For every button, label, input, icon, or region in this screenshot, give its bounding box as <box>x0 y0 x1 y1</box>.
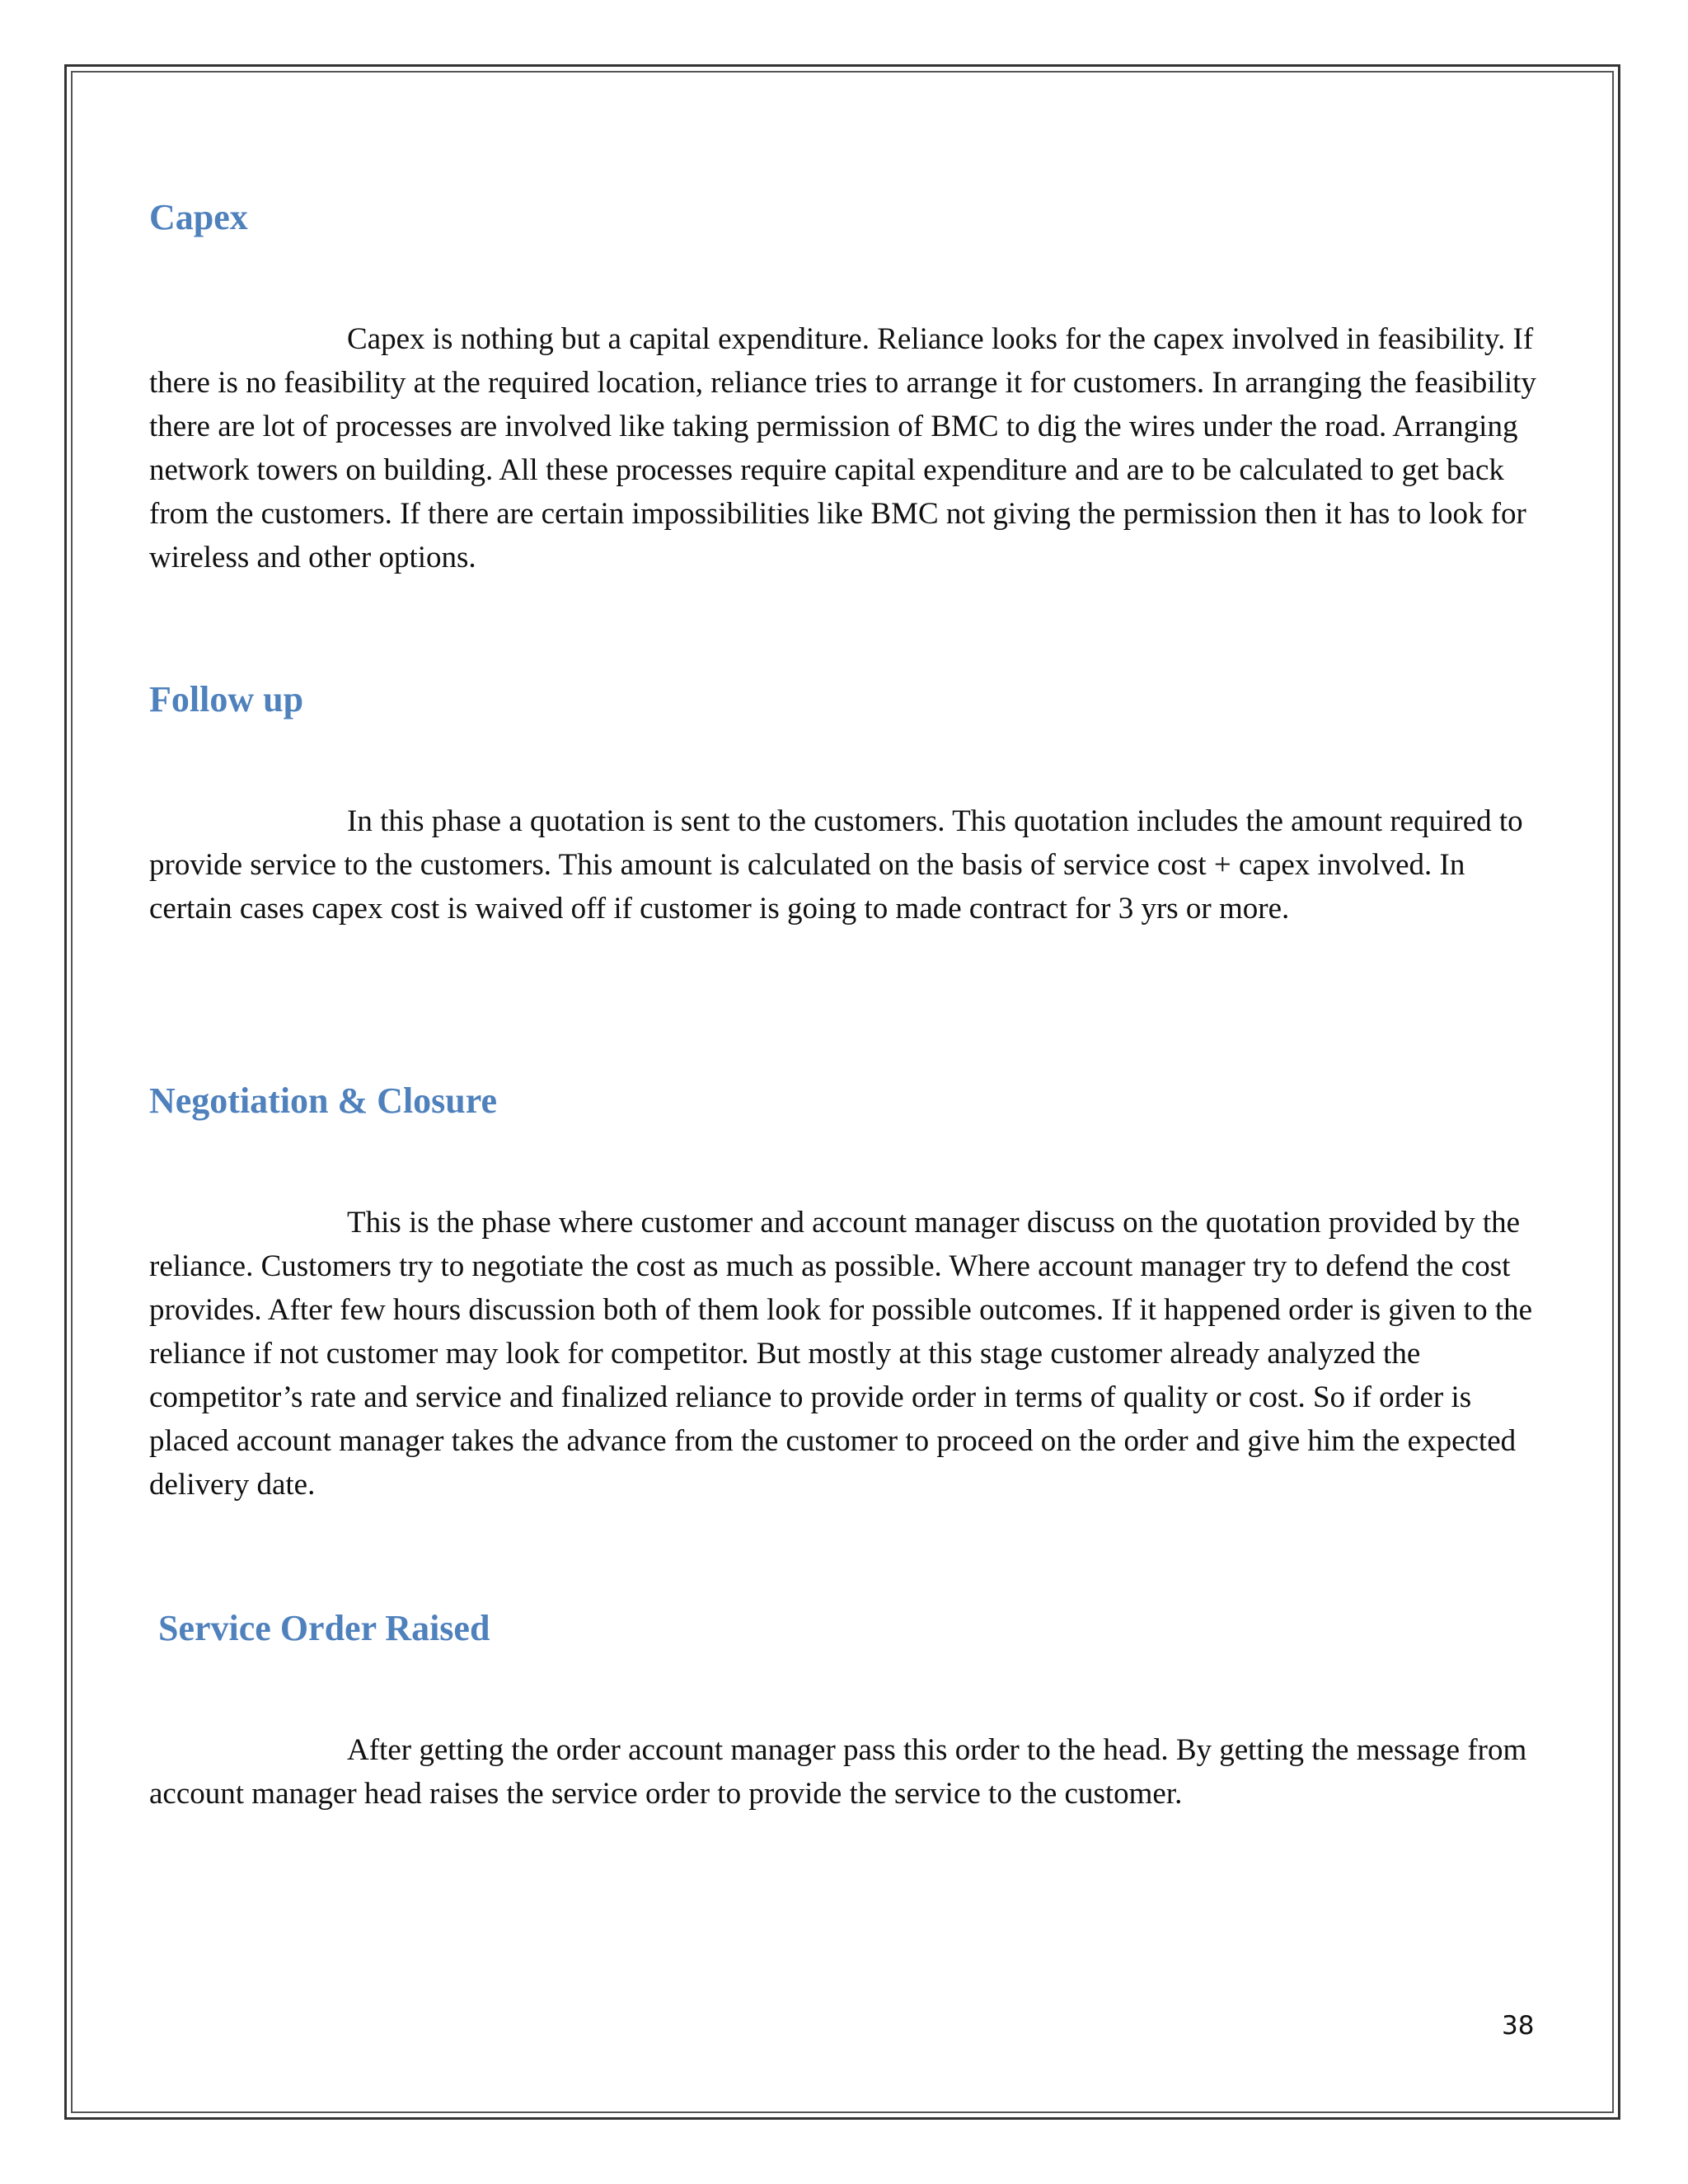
paragraph-capex: Capex is nothing but a capital expenditure. Reliance looks for the capex involved in feasibility. If there is no feasibility at the required location, reliance tries to arrange it for customers. In arranging the feasibility there are lot of processes are involved like taking permission of BMC to dig the wires under the road. Arranging network towers on building. All these processes require capital expenditure and are to be calculated to get back from the customers. If there are certain impossibilities like BMC not giving the permission then it has to look for wireless and other options. <box>149 322 1536 574</box>
heading-negotiation-closure: Negotiation & Closure <box>149 1080 498 1121</box>
page-number: 38 <box>1502 2011 1535 2041</box>
paragraph-negotiation-closure: This is the phase where customer and account manager discuss on the quotation provided by the reliance. Customers try to negotiate the cost as much as possible. Where account manager try to defend the cost provides. After few hours discussion both of them look for possible outcomes. If it happened order is given to the reliance if not customer may look for competitor. But mostly at this stage customer already analyzed the competitor’s rate and service and finalized reliance to provide order in terms of quality or cost. So if order is placed account manager takes the advance from the customer to proceed on the order and give him the expected delivery date. <box>149 1206 1533 1502</box>
heading-follow-up: Follow up <box>149 679 304 719</box>
heading-capex: Capex <box>149 197 248 237</box>
heading-service-order-raised: Service Order Raised <box>158 1608 490 1648</box>
paragraph-service-order-raised: After getting the order account manager pass this order to the head. By getting the message from account manager head raises the service order to provide the service to the customer. <box>149 1733 1527 1811</box>
paragraph-follow-up: In this phase a quotation is sent to the customers. This quotation includes the amount required to provide service to the customers. This amount is calculated on the basis of service cost + capex involved. In certain cases capex cost is waived off if customer is going to made contract for 3 yrs or more. <box>149 804 1523 926</box>
